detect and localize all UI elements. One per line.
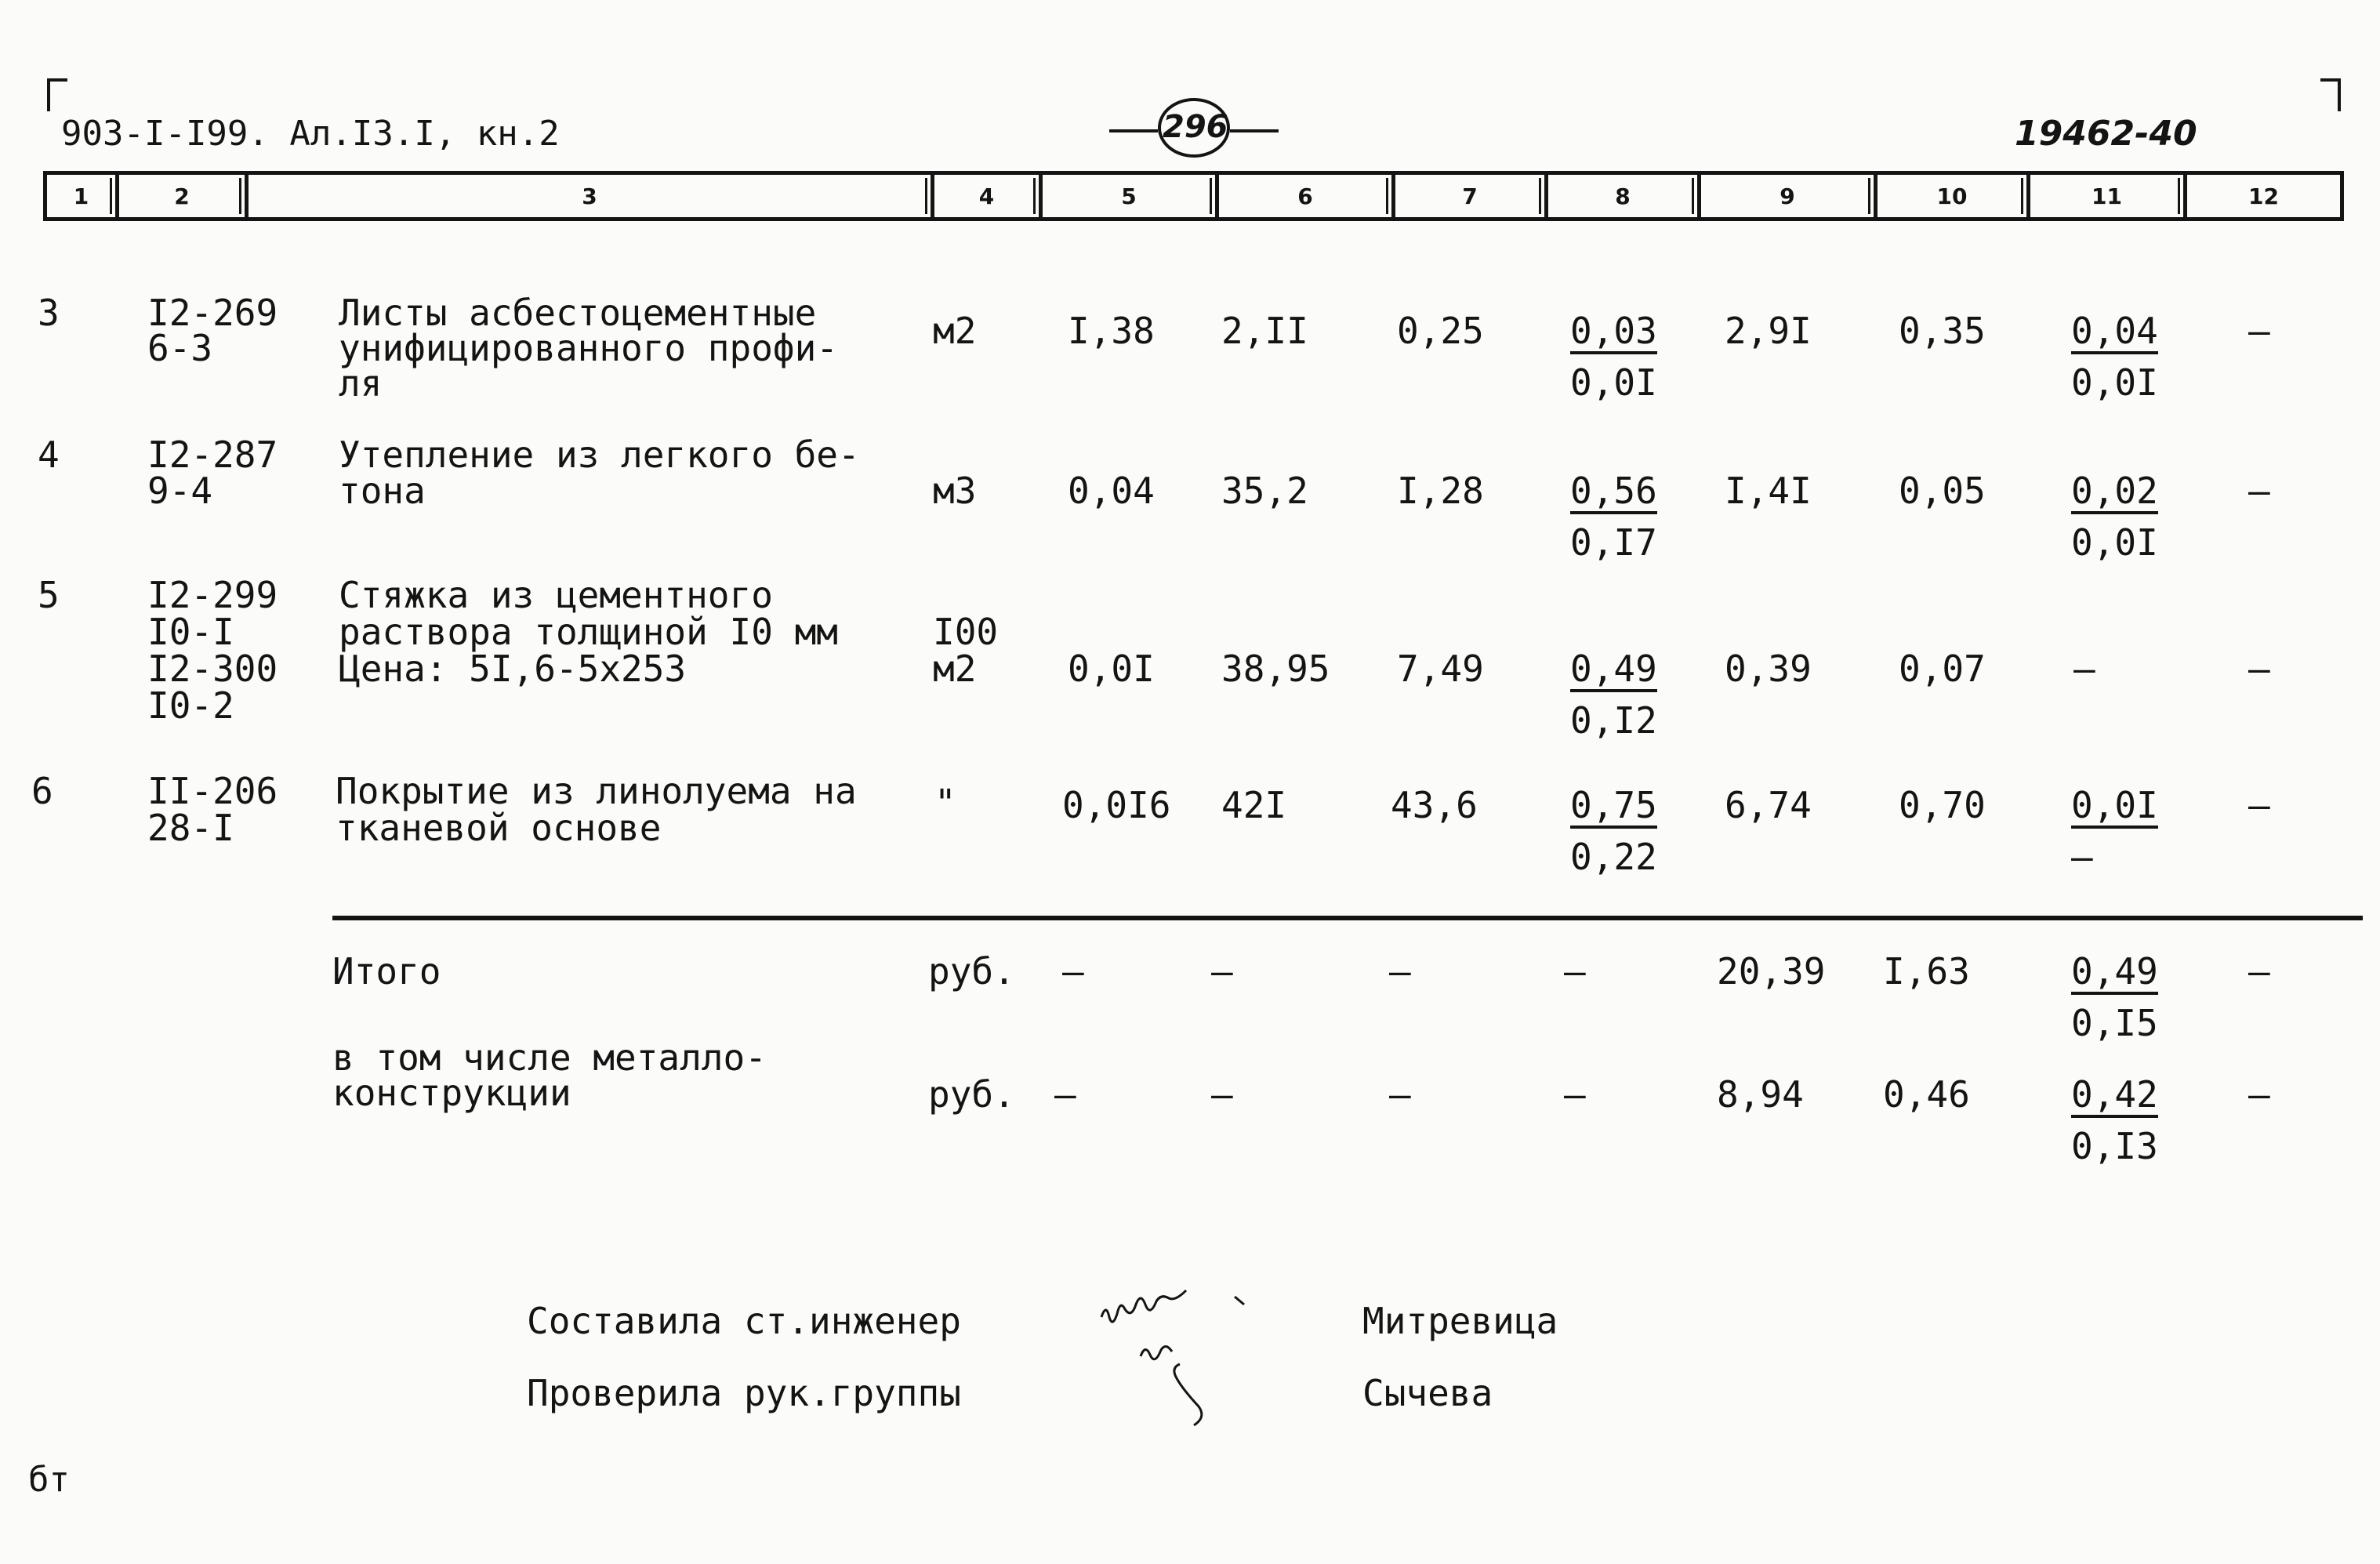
col8-value: – (1564, 1073, 1586, 1116)
norm-code: I2-287 (147, 434, 278, 476)
col5-value: – (1062, 950, 1084, 992)
document-reference: 903-I-I99. Ал.I3.I, кн.2 (61, 114, 560, 154)
norm-code: 6-3 (147, 327, 213, 369)
column-number: 6 (1219, 175, 1395, 217)
norm-code: 9-4 (147, 470, 213, 512)
col6-value: 42I (1221, 784, 1287, 826)
col11-bottom: 0,I5 (2071, 1002, 2158, 1044)
col11-top: 0,0I (2071, 786, 2158, 829)
col5-value: I,38 (1068, 310, 1155, 352)
col8-fraction (1570, 470, 1657, 564)
column-number: 7 (1395, 175, 1548, 217)
col9-value: 2,9I (1725, 310, 1812, 352)
item-name: раствора толщиной I0 мм (339, 611, 838, 653)
col11-top: 0,04 (2071, 312, 2158, 354)
col11-fraction (2071, 786, 2158, 876)
col12-value: – (2248, 950, 2270, 992)
norm-code: I2-299 (147, 574, 278, 616)
compiled-by-label: Составила ст.инженер (527, 1300, 961, 1342)
norm-code: I0-I (147, 611, 234, 653)
column-number-row (43, 171, 2344, 221)
col7-value: 7,49 (1397, 648, 1484, 690)
col6-value: 35,2 (1221, 470, 1308, 512)
checked-by-label: Проверила рук.группы (527, 1372, 961, 1414)
col5-value: – (1054, 1073, 1076, 1116)
norm-code: I2-269 (147, 292, 278, 334)
col5-value: 0,0I (1068, 648, 1155, 690)
column-number: 11 (2030, 175, 2187, 217)
item-name: унифицированного профи- (339, 327, 838, 369)
col5-value: 0,04 (1068, 470, 1155, 512)
unit: I00 (933, 611, 999, 653)
page-number-stamp (1109, 98, 1290, 161)
item-name: Листы асбестоцементные (339, 292, 817, 334)
checked-by-name: Сычева (1362, 1372, 1493, 1414)
col8-top: 0,56 (1570, 472, 1657, 514)
col10-value: 0,46 (1883, 1073, 1970, 1116)
column-number: 3 (249, 175, 934, 217)
col7-value: – (1389, 950, 1411, 992)
col5-value: 0,0I6 (1062, 784, 1171, 826)
col8-fraction (1570, 786, 1657, 876)
col11-fraction (2071, 1073, 2158, 1167)
corner-mark-top-left (47, 78, 67, 111)
col7-value: 43,6 (1391, 784, 1478, 826)
item-name: Покрытие из линолуема на (336, 770, 857, 812)
col8-top: 0,49 (1570, 650, 1657, 692)
col6-value: – (1211, 950, 1233, 992)
row-number: 6 (31, 770, 53, 812)
col6-value: – (1211, 1073, 1233, 1116)
corner-mark-top-right (2320, 78, 2341, 111)
col12-value: – (2248, 310, 2270, 352)
col11-top: 0,02 (2071, 472, 2158, 514)
handwritten-signature (1094, 1286, 1250, 1427)
col6-value: 38,95 (1221, 648, 1330, 690)
column-number: 8 (1548, 175, 1701, 217)
col8-bottom: 0,22 (1570, 836, 1657, 878)
item-name: Цена: 5I,6-5х253 (339, 648, 687, 690)
row-number: 5 (38, 574, 60, 616)
unit: м2 (933, 648, 977, 690)
page-number: 296 (1163, 109, 1228, 145)
item-name: тканевой основе (336, 807, 662, 849)
column-number: 5 (1043, 175, 1219, 217)
col9-value: 0,39 (1725, 648, 1812, 690)
unit: " (934, 782, 956, 824)
col11-fraction (2071, 310, 2158, 404)
col8-fraction (1570, 310, 1657, 404)
col10-value: 0,07 (1899, 648, 1986, 690)
norm-code: II-206 (147, 770, 278, 812)
col10-value: 0,35 (1899, 310, 1986, 352)
col11-fraction (2071, 470, 2158, 564)
col8-bottom: 0,I7 (1570, 521, 1657, 564)
col7-value: 0,25 (1397, 310, 1484, 352)
compiled-by-name: Митревица (1362, 1300, 1558, 1342)
col8-bottom: 0,I2 (1570, 699, 1657, 742)
row-number: 3 (38, 292, 60, 334)
unit: м2 (933, 310, 977, 352)
col6-value: 2,II (1221, 310, 1308, 352)
column-number: 2 (119, 175, 249, 217)
footer-mark: бт (28, 1460, 70, 1500)
col11-bottom: 0,0I (2071, 361, 2158, 404)
norm-code: I0-2 (147, 684, 234, 727)
item-name: Стяжка из цементного (339, 574, 773, 616)
totals-label: конструкции (332, 1072, 571, 1114)
totals-label: в том числе металло- (332, 1036, 767, 1079)
col10-value: 0,70 (1899, 784, 1986, 826)
col11-bottom: – (2071, 836, 2093, 878)
unit: руб. (928, 1073, 1015, 1116)
col10-value: 0,05 (1899, 470, 1986, 512)
column-number: 10 (1878, 175, 2030, 217)
unit: руб. (928, 950, 1015, 992)
col12-value: – (2248, 470, 2270, 512)
col9-value: 20,39 (1717, 950, 1826, 992)
column-number: 9 (1701, 175, 1878, 217)
col8-fraction (1570, 648, 1657, 742)
col8-bottom: 0,0I (1570, 361, 1657, 404)
col8-top: 0,75 (1570, 786, 1657, 829)
col11-fraction (2071, 950, 2158, 1044)
col8-top: 0,03 (1570, 312, 1657, 354)
col12-value: – (2248, 648, 2270, 690)
col11-bottom: 0,I3 (2071, 1125, 2158, 1167)
item-name: ля (339, 362, 383, 405)
row-number: 4 (38, 434, 60, 476)
col7-value: – (1389, 1073, 1411, 1116)
norm-code: I2-300 (147, 648, 278, 690)
column-number: 12 (2248, 183, 2279, 209)
col9-value: I,4I (1725, 470, 1812, 512)
col12-value: – (2248, 784, 2270, 826)
column-number: 1 (47, 175, 119, 217)
item-name: Утепление из легкого бе- (339, 434, 860, 476)
col11-top: 0,49 (2071, 953, 2158, 995)
totals-divider (332, 916, 2363, 920)
col8-value: – (1564, 950, 1586, 992)
col9-value: 8,94 (1717, 1073, 1804, 1116)
unit: м3 (933, 470, 977, 512)
totals-label: Итого (332, 950, 441, 992)
item-name: тона (339, 470, 426, 512)
col9-value: 6,74 (1725, 784, 1812, 826)
col12-value: – (2248, 1073, 2270, 1116)
norm-code: 28-I (147, 807, 234, 849)
sheet-code: 19462-40 (2015, 114, 2197, 154)
col11-bottom: 0,0I (2071, 521, 2158, 564)
col11-top: 0,42 (2071, 1076, 2158, 1118)
column-number: 4 (934, 175, 1043, 217)
col7-value: I,28 (1397, 470, 1484, 512)
col10-value: I,63 (1883, 950, 1970, 992)
col11-value: – (2073, 648, 2095, 690)
